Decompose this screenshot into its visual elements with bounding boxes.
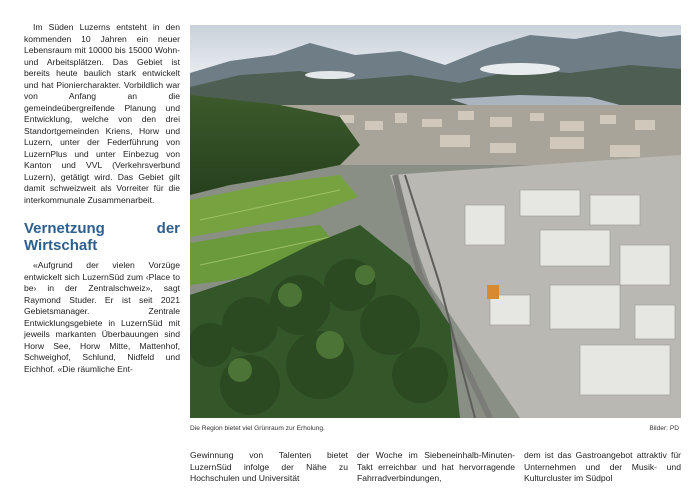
photo-credit: Bilder: PD	[649, 425, 679, 432]
intro-paragraph: Im Süden Luzerns entsteht in den kommenden 10 Jahren ein neuer Lebensraum mit 10000 bis 15000 Wohn- und Arbeitsplätzen. Das Gebiet ist bereits heute baulich stark entwickelt und hat Pioniercharakter. Vorbildlich war von Anfang an die gemeindeübergreifende Planung und Entwicklung, welche von den drei Standortgemeinden Kriens, Horw und Luzern, unter der Federführung von LuzernPlus und unter Einbezug von Kanton und VVL (Verkehrsverbund Luzern), getätigt wird. Das Gebiet gilt damit schweizweit als Vorreiter für die interkommunale Zusammenarbeit.	[24, 22, 180, 205]
cloud	[480, 63, 560, 75]
bottom-column-3: dem ist das Gastroangebot attraktiv für Unternehmen und der Musik- und Kulturcluster im Südpol	[524, 450, 681, 483]
bottom-column-1: Gewinnung von Talenten bietet LuzernSüd infolge der Nähe zu Hochschulen und Universität	[190, 450, 348, 483]
photo-caption-bar	[190, 423, 681, 434]
aerial-photo	[190, 25, 681, 418]
cloud	[305, 71, 355, 79]
left-column	[24, 22, 180, 375]
bottom-column-2: der Woche im Siebeneinhalb-Minuten-Takt erreichbar und hat hervorragende Fahrradverbindungen,	[357, 450, 515, 483]
section-heading: Vernetzung der Wirtschaft	[24, 220, 180, 254]
aerial-photo-illustration	[190, 25, 681, 418]
photo-caption: Die Region bietet viel Grünraum zur Erholung.	[190, 425, 325, 432]
orange-building	[487, 285, 499, 299]
second-paragraph: «Aufgrund der vielen Vorzüge entwickelt sich LuzernSüd zum ‹Place to be› in der Zentralschweiz», sagt Raymond Studer. Er ist seit 2021 Gebietsmanager. Zentrale Entwicklungsgebiete in LuzernSüd mit jeweils markanten Überbauungen sind Horw See, Horw Mitte, Mattenhof, Schweighof, Schlund, Nidfeld und Eichhof. «Die räumliche Ent-	[24, 260, 180, 374]
